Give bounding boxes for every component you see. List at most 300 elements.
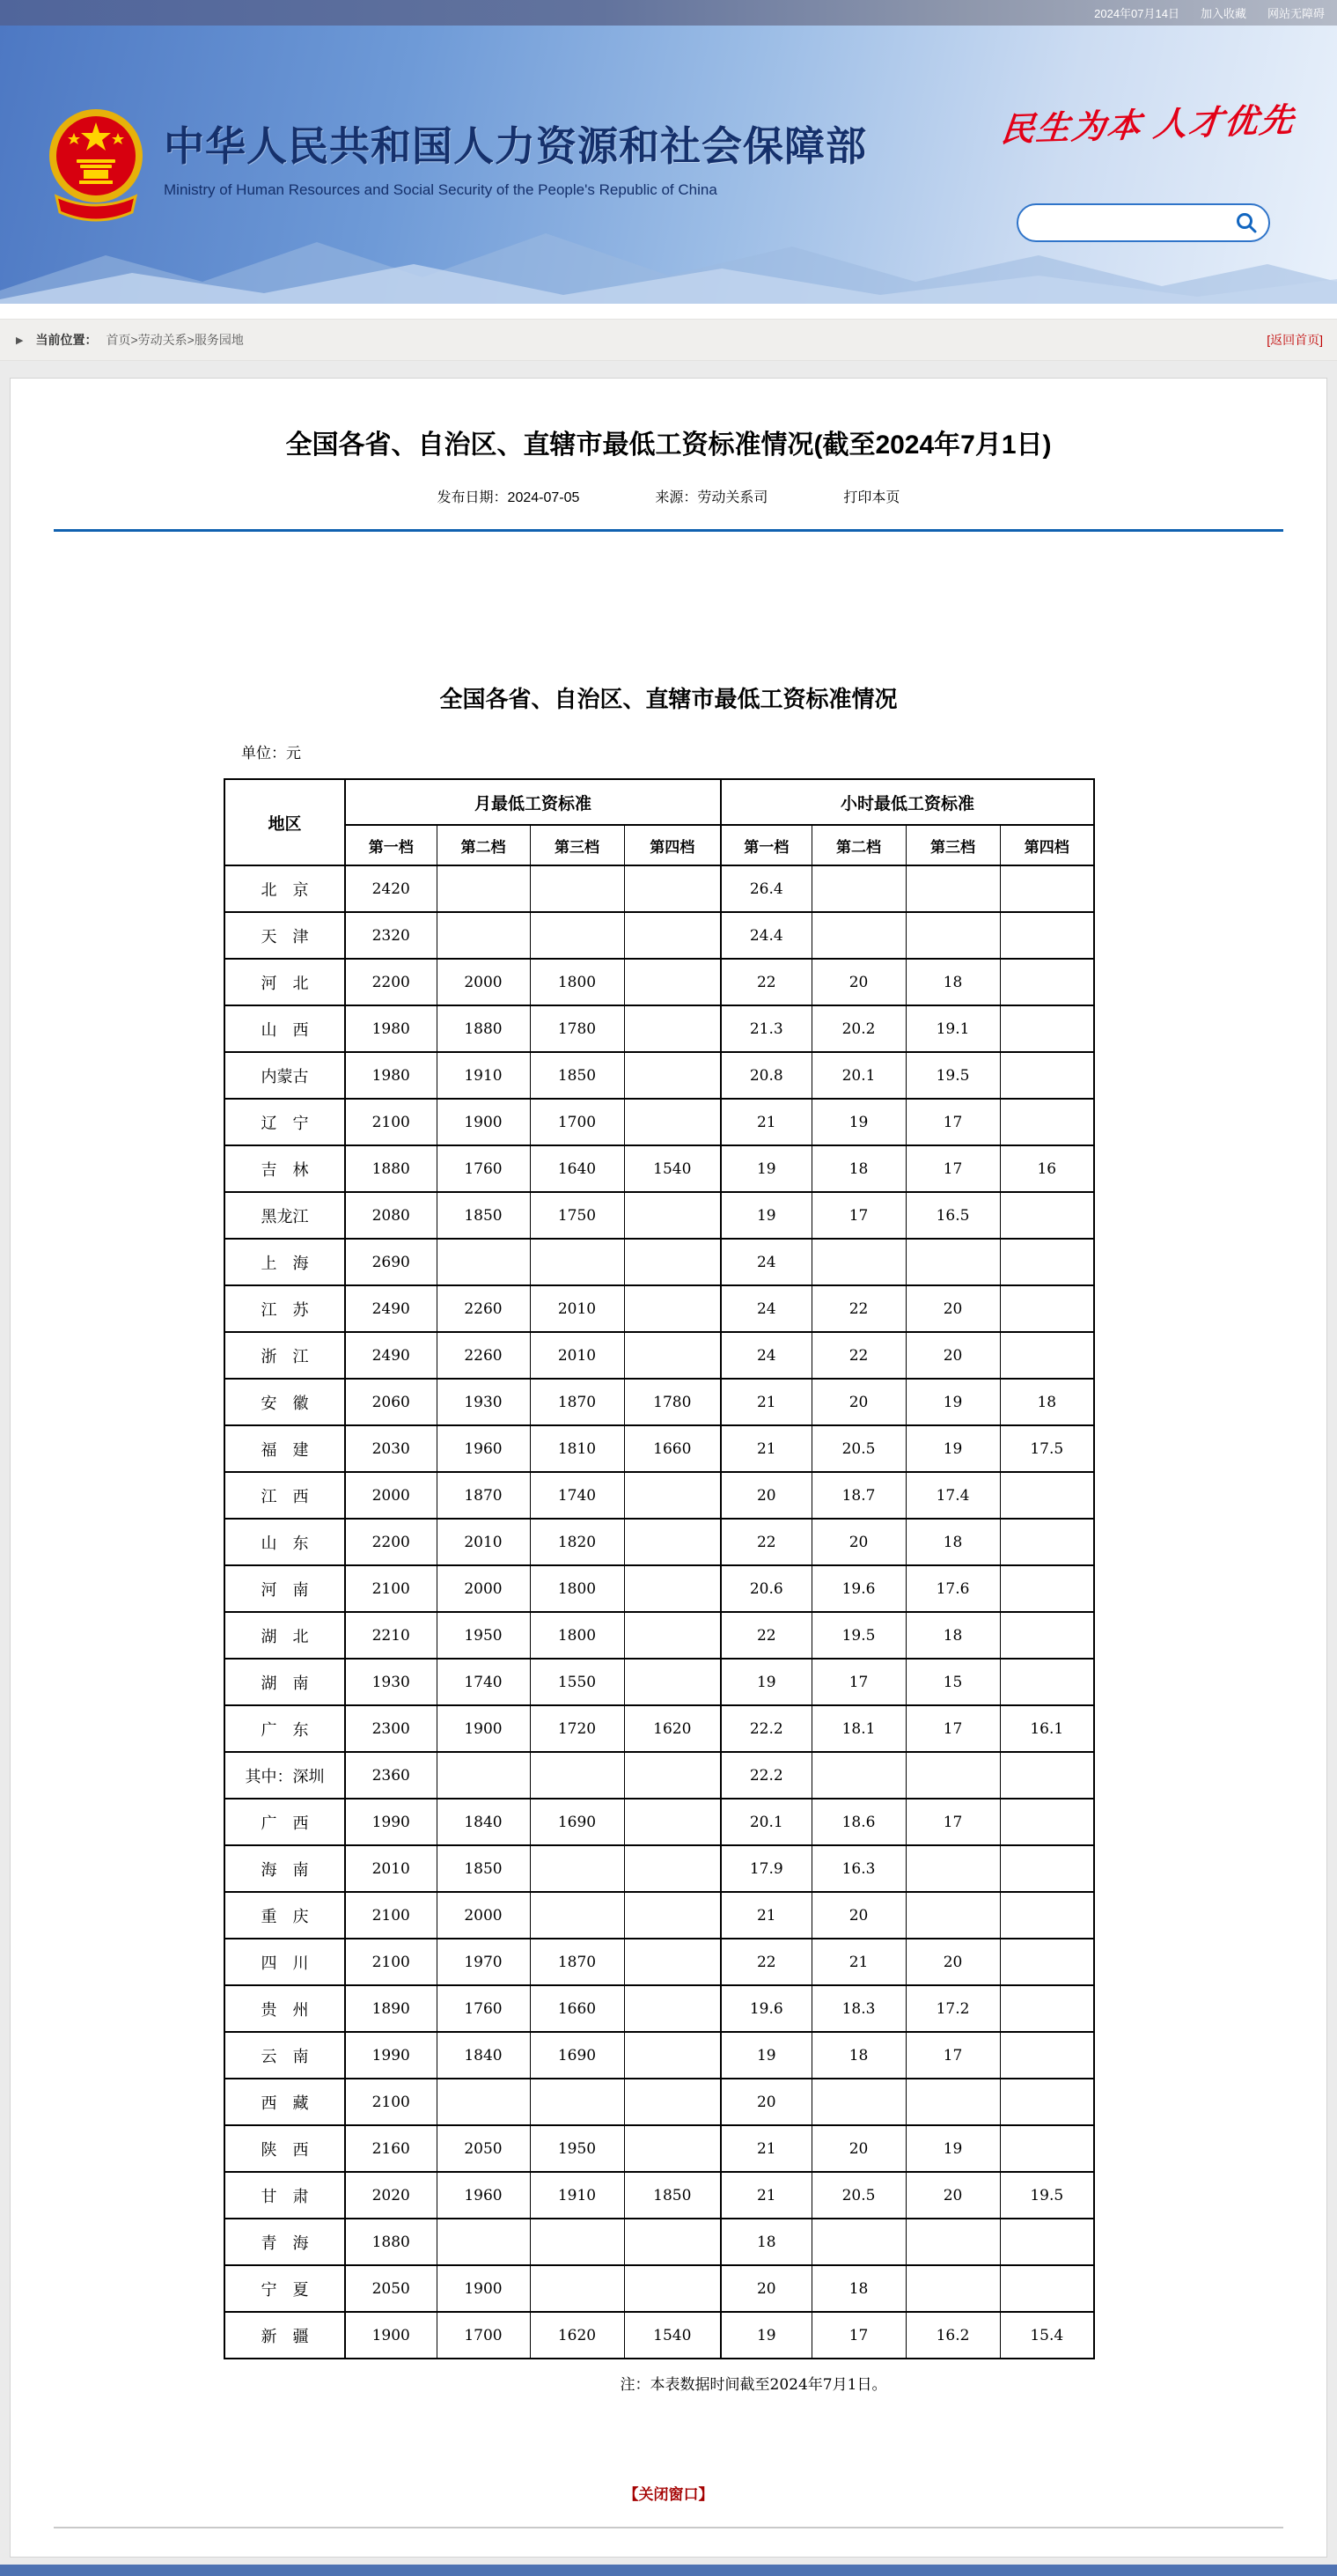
col-header-hourly: 小时最低工资标准: [721, 779, 1094, 825]
wage-cell: 2200: [345, 959, 437, 1005]
close-window-link[interactable]: 【关闭窗口】: [623, 2486, 714, 2503]
wage-cell: 20.5: [812, 1425, 906, 1472]
table-row: [224, 1659, 1094, 1705]
wage-cell: 20: [812, 959, 906, 1005]
wage-cell: [624, 1285, 721, 1332]
wage-cell: 1800: [530, 1612, 624, 1659]
wage-cell: [624, 959, 721, 1005]
wage-cell: 1870: [437, 1472, 530, 1519]
footer-bar: [0, 2565, 1337, 2576]
wage-cell: 19.1: [906, 1005, 1000, 1052]
region-cell: 江 苏: [224, 1285, 345, 1332]
wage-cell: 1690: [530, 1799, 624, 1845]
article-meta: [11, 486, 1326, 506]
wage-cell: [530, 912, 624, 959]
wage-cell: [812, 2219, 906, 2265]
wage-cell: 1620: [530, 2312, 624, 2359]
region-cell: 辽 宁: [224, 1099, 345, 1145]
accessibility-link[interactable]: 网站无障碍: [1267, 7, 1325, 20]
wage-cell: 17.9: [721, 1845, 812, 1892]
wage-cell: 15: [906, 1659, 1000, 1705]
table-row: [224, 1052, 1094, 1099]
wage-cell: 1850: [530, 1052, 624, 1099]
region-cell: 云 南: [224, 2032, 345, 2079]
wage-cell: [624, 865, 721, 912]
wage-cell: 17.6: [906, 1565, 1000, 1612]
wage-cell: 1870: [530, 1379, 624, 1425]
wage-cell: [624, 1752, 721, 1799]
wage-cell: 2260: [437, 1285, 530, 1332]
table-row: [224, 1799, 1094, 1845]
wage-cell: [624, 1659, 721, 1705]
col-header-monthly: 月最低工资标准: [345, 779, 721, 825]
table-title: 全国各省、自治区、直辖市最低工资标准情况: [439, 686, 898, 712]
region-cell: 陕 西: [224, 2125, 345, 2172]
wage-cell: 17: [812, 2312, 906, 2359]
wage-cell: 1750: [530, 1192, 624, 1239]
region-cell: 海 南: [224, 1845, 345, 1892]
slogan-calligraphy: 民生为本 人才优先: [999, 101, 1297, 150]
wage-cell: 1910: [437, 1052, 530, 1099]
wage-cell: 2000: [345, 1472, 437, 1519]
wage-cell: 21.3: [721, 1005, 812, 1052]
wage-cell: 24: [721, 1285, 812, 1332]
wage-table: [224, 778, 1095, 2359]
wage-cell: 16.1: [1000, 1705, 1094, 1752]
wage-cell: 1840: [437, 2032, 530, 2079]
search-icon[interactable]: [1235, 211, 1258, 234]
publish-date: 发布日期：2024-07-05: [437, 490, 580, 505]
wage-cell: 20: [721, 1472, 812, 1519]
wage-cell: 2690: [345, 1239, 437, 1285]
wage-cell: [1000, 1799, 1094, 1845]
wage-cell: 22: [812, 1285, 906, 1332]
wage-cell: 18.1: [812, 1705, 906, 1752]
wage-cell: 19: [721, 1192, 812, 1239]
wage-cell: 2360: [345, 1752, 437, 1799]
region-cell: 上 海: [224, 1239, 345, 1285]
banner-breadcrumb-gap: [0, 304, 1337, 319]
region-cell: 浙 江: [224, 1332, 345, 1379]
wage-cell: [624, 1332, 721, 1379]
wage-cell: 17: [906, 2032, 1000, 2079]
wage-cell: 17: [906, 1099, 1000, 1145]
wage-cell: [1000, 2032, 1094, 2079]
wage-cell: 24: [721, 1332, 812, 1379]
wage-cell: [1000, 1892, 1094, 1939]
region-cell: 广 东: [224, 1705, 345, 1752]
wage-cell: 2000: [437, 1892, 530, 1939]
wage-cell: 1990: [345, 2032, 437, 2079]
wage-cell: [1000, 1659, 1094, 1705]
wage-cell: 16: [1000, 1145, 1094, 1192]
wage-cell: [906, 2219, 1000, 2265]
wage-cell: 26.4: [721, 865, 812, 912]
wage-cell: 1980: [345, 1005, 437, 1052]
wage-cell: 1960: [437, 2172, 530, 2219]
wage-cell: [624, 1612, 721, 1659]
wage-cell: 20.2: [812, 1005, 906, 1052]
breadcrumb: [0, 319, 1337, 361]
wage-cell: 18: [906, 959, 1000, 1005]
wage-cell: 1810: [530, 1425, 624, 1472]
wage-cell: 2100: [345, 1099, 437, 1145]
wage-cell: 2010: [530, 1285, 624, 1332]
wage-cell: 2010: [345, 1845, 437, 1892]
table-row: [224, 1472, 1094, 1519]
wage-cell: [1000, 1005, 1094, 1052]
wage-cell: 21: [812, 1939, 906, 1985]
table-note: 注：本表数据时间截至2024年7月1日。: [620, 2376, 887, 2394]
wage-cell: 21: [721, 1425, 812, 1472]
wage-cell: [1000, 1239, 1094, 1285]
topbar-date: 2024年07月14日: [1094, 7, 1179, 20]
wage-cell: 22: [721, 1519, 812, 1565]
table-row: [224, 2079, 1094, 2125]
col-subheader-tier: 第一档: [721, 825, 812, 865]
table-row: [224, 1845, 1094, 1892]
wage-cell: [530, 1845, 624, 1892]
wage-cell: 2100: [345, 1892, 437, 1939]
article-title: 全国各省、自治区、直辖市最低工资标准情况(截至2024年7月1日): [285, 431, 1052, 460]
region-cell: 甘 肃: [224, 2172, 345, 2219]
region-cell: 安 徽: [224, 1379, 345, 1425]
wage-cell: 1820: [530, 1519, 624, 1565]
wage-cell: 17: [906, 1705, 1000, 1752]
table-row: [224, 1939, 1094, 1985]
wage-cell: 19: [721, 1145, 812, 1192]
wage-cell: 18: [812, 2032, 906, 2079]
wage-cell: [624, 1472, 721, 1519]
bottom-divider: [54, 2527, 1283, 2528]
col-subheader-tier: 第二档: [812, 825, 906, 865]
col-subheader-tier: 第四档: [1000, 825, 1094, 865]
wage-cell: [1000, 1472, 1094, 1519]
site-banner: [0, 26, 1337, 304]
region-cell: 内蒙古: [224, 1052, 345, 1099]
wage-cell: 17.5: [1000, 1425, 1094, 1472]
wage-cell: [1000, 1332, 1094, 1379]
wage-cell: 15.4: [1000, 2312, 1094, 2359]
wage-cell: 17.4: [906, 1472, 1000, 1519]
wage-cell: [1000, 1845, 1094, 1892]
wage-cell: 19.6: [721, 1985, 812, 2032]
title-divider: [54, 529, 1283, 532]
wage-cell: 1800: [530, 959, 624, 1005]
wage-cell: [624, 1565, 721, 1612]
col-subheader-tier: 第四档: [624, 825, 721, 865]
wage-cell: [906, 865, 1000, 912]
wage-cell: 18: [1000, 1379, 1094, 1425]
wage-cell: 1930: [345, 1659, 437, 1705]
wage-cell: 20: [812, 2125, 906, 2172]
wage-cell: [624, 2219, 721, 2265]
table-row: [224, 2265, 1094, 2312]
wage-cell: [530, 865, 624, 912]
region-cell: 广 西: [224, 1799, 345, 1845]
wage-cell: 2010: [437, 1519, 530, 1565]
wage-cell: [1000, 1052, 1094, 1099]
wage-cell: 1540: [624, 1145, 721, 1192]
table-row: [224, 912, 1094, 959]
wage-cell: 1660: [624, 1425, 721, 1472]
wage-cell: [906, 1892, 1000, 1939]
wage-cell: 2080: [345, 1192, 437, 1239]
wage-cell: 18.7: [812, 1472, 906, 1519]
wage-cell: 20: [906, 1285, 1000, 1332]
table-row: [224, 1985, 1094, 2032]
search-box: [1017, 203, 1270, 242]
wage-cell: 22.2: [721, 1705, 812, 1752]
region-cell: 重 庆: [224, 1892, 345, 1939]
breadcrumb-path[interactable]: 首页>劳动关系>服务园地: [106, 333, 244, 347]
wage-cell: [624, 1192, 721, 1239]
wage-cell: [1000, 2125, 1094, 2172]
wage-cell: 2010: [530, 1332, 624, 1379]
wage-cell: 2000: [437, 959, 530, 1005]
wage-cell: 17: [906, 1799, 1000, 1845]
region-cell: 河 南: [224, 1565, 345, 1612]
wage-cell: 2100: [345, 2079, 437, 2125]
wage-cell: 20: [906, 1332, 1000, 1379]
wage-cell: 2300: [345, 1705, 437, 1752]
wage-cell: 2490: [345, 1285, 437, 1332]
wage-cell: [1000, 1939, 1094, 1985]
col-subheader-tier: 第一档: [345, 825, 437, 865]
unit-label: 单位：元: [241, 745, 301, 762]
arrow-icon: ▶: [16, 335, 24, 346]
search-input[interactable]: [1018, 205, 1235, 240]
table-row: [224, 1332, 1094, 1379]
table-row: [224, 1565, 1094, 1612]
col-header-region: 地区: [224, 779, 345, 865]
wage-cell: 19: [906, 1379, 1000, 1425]
wage-cell: [812, 912, 906, 959]
wage-cell: [437, 1752, 530, 1799]
wage-cell: 1970: [437, 1939, 530, 1985]
wage-cell: 18: [906, 1612, 1000, 1659]
region-cell: 新 疆: [224, 2312, 345, 2359]
wage-cell: 1950: [437, 1612, 530, 1659]
wage-cell: 20.8: [721, 1052, 812, 1099]
wage-cell: 18: [812, 1145, 906, 1192]
wage-cell: 1700: [530, 1099, 624, 1145]
wage-cell: 2260: [437, 1332, 530, 1379]
wage-cell: 24.4: [721, 912, 812, 959]
wage-cell: [1000, 959, 1094, 1005]
wage-cell: 1900: [437, 1099, 530, 1145]
region-cell: 吉 林: [224, 1145, 345, 1192]
table-row: [224, 2125, 1094, 2172]
wage-cell: [530, 2079, 624, 2125]
wage-cell: [1000, 1099, 1094, 1145]
wage-cell: 1880: [345, 1145, 437, 1192]
wage-cell: 20.6: [721, 1565, 812, 1612]
region-cell: 其中：深圳: [224, 1752, 345, 1799]
wage-cell: 19.5: [906, 1052, 1000, 1099]
wage-cell: 21: [721, 2172, 812, 2219]
region-cell: 江 西: [224, 1472, 345, 1519]
wage-cell: [1000, 2079, 1094, 2125]
wage-cell: [1000, 1752, 1094, 1799]
wage-cell: [624, 1845, 721, 1892]
wage-cell: 1660: [530, 1985, 624, 2032]
wage-cell: [624, 2265, 721, 2312]
wage-cell: 1870: [530, 1939, 624, 1985]
wage-cell: 1780: [530, 1005, 624, 1052]
wage-cell: 19.5: [812, 1612, 906, 1659]
wage-cell: 1690: [530, 2032, 624, 2079]
wage-cell: 1540: [624, 2312, 721, 2359]
wage-cell: 20: [721, 2079, 812, 2125]
wage-cell: 1900: [345, 2312, 437, 2359]
wage-cell: [812, 865, 906, 912]
wage-cell: 21: [721, 1379, 812, 1425]
wage-cell: [1000, 1285, 1094, 1332]
wage-cell: [530, 1752, 624, 1799]
wage-cell: 19: [906, 1425, 1000, 1472]
wage-cell: 22: [721, 1612, 812, 1659]
region-cell: 西 藏: [224, 2079, 345, 2125]
wage-cell: [530, 2265, 624, 2312]
region-cell: 山 东: [224, 1519, 345, 1565]
wage-cell: [906, 1752, 1000, 1799]
content-card: [10, 378, 1327, 2558]
wage-cell: 2020: [345, 2172, 437, 2219]
region-cell: 山 西: [224, 1005, 345, 1052]
wage-cell: 2320: [345, 912, 437, 959]
wage-cell: 1850: [437, 1845, 530, 1892]
region-cell: 天 津: [224, 912, 345, 959]
wage-cell: [1000, 1519, 1094, 1565]
region-cell: 福 建: [224, 1425, 345, 1472]
wage-cell: [437, 1239, 530, 1285]
wage-cell: 20: [721, 2265, 812, 2312]
return-home-link[interactable]: [返回首页]: [1267, 333, 1323, 347]
wage-cell: [437, 912, 530, 959]
wage-cell: 1850: [437, 1192, 530, 1239]
wage-cell: 19: [721, 2312, 812, 2359]
national-emblem-icon: [48, 101, 144, 235]
table-row: [224, 2172, 1094, 2219]
wage-cell: [624, 1099, 721, 1145]
wage-cell: 18: [721, 2219, 812, 2265]
site-titles: [164, 124, 867, 199]
wage-cell: [906, 1239, 1000, 1285]
wage-cell: 2100: [345, 1565, 437, 1612]
wage-cell: [530, 1892, 624, 1939]
wage-cell: 18: [906, 1519, 1000, 1565]
table-row: [224, 1099, 1094, 1145]
wage-cell: [812, 1752, 906, 1799]
col-subheader-tier: 第三档: [906, 825, 1000, 865]
wage-cell: [624, 2125, 721, 2172]
wage-cell: 19: [721, 2032, 812, 2079]
wage-cell: 2000: [437, 1565, 530, 1612]
topbar: [0, 0, 1337, 26]
wage-cell: 19: [906, 2125, 1000, 2172]
wage-cell: [812, 2079, 906, 2125]
wage-cell: [906, 1845, 1000, 1892]
wage-cell: 22: [812, 1332, 906, 1379]
region-cell: 湖 北: [224, 1612, 345, 1659]
table-row: [224, 1005, 1094, 1052]
wage-cell: 17: [906, 1145, 1000, 1192]
wage-cell: 22: [721, 1939, 812, 1985]
wage-cell: 2100: [345, 1939, 437, 1985]
wage-cell: 1800: [530, 1565, 624, 1612]
wage-cell: [624, 1239, 721, 1285]
add-favorite-link[interactable]: 加入收藏: [1200, 7, 1246, 20]
table-row: [224, 1705, 1094, 1752]
wage-cell: 22: [721, 959, 812, 1005]
wage-cell: 1720: [530, 1705, 624, 1752]
wage-cell: 24: [721, 1239, 812, 1285]
table-row: [224, 1519, 1094, 1565]
table-row: [224, 1285, 1094, 1332]
wage-cell: 17: [812, 1192, 906, 1239]
wage-cell: [624, 1799, 721, 1845]
wage-cell: [1000, 1192, 1094, 1239]
region-cell: 北 京: [224, 865, 345, 912]
print-page-link[interactable]: 打印本页: [843, 490, 900, 505]
wage-cell: [906, 912, 1000, 959]
wage-cell: [1000, 1612, 1094, 1659]
wage-cell: 2210: [345, 1612, 437, 1659]
wage-cell: 1620: [624, 1705, 721, 1752]
wage-cell: 20: [812, 1519, 906, 1565]
table-row: [224, 2312, 1094, 2359]
wage-cell: 20.1: [721, 1799, 812, 1845]
table-row: [224, 1192, 1094, 1239]
wage-cell: [906, 2079, 1000, 2125]
wage-cell: 1550: [530, 1659, 624, 1705]
wage-cell: 1700: [437, 2312, 530, 2359]
region-cell: 四 川: [224, 1939, 345, 1985]
wage-cell: 2030: [345, 1425, 437, 1472]
table-row: [224, 1379, 1094, 1425]
main-region: [0, 361, 1337, 2576]
wage-cell: 16.2: [906, 2312, 1000, 2359]
wage-cell: 2160: [345, 2125, 437, 2172]
wage-cell: [1000, 2265, 1094, 2312]
wage-cell: 1740: [437, 1659, 530, 1705]
wage-cell: 21: [721, 1892, 812, 1939]
col-subheader-tier: 第二档: [437, 825, 530, 865]
region-cell: 黑龙江: [224, 1192, 345, 1239]
wage-cell: 1740: [530, 1472, 624, 1519]
wage-cell: 2200: [345, 1519, 437, 1565]
table-row: [224, 1892, 1094, 1939]
source: 来源：劳动关系司: [655, 490, 768, 505]
wage-cell: 1910: [530, 2172, 624, 2219]
wage-cell: [1000, 2219, 1094, 2265]
wage-cell: 1950: [530, 2125, 624, 2172]
wage-cell: 1880: [345, 2219, 437, 2265]
wage-cell: [624, 1939, 721, 1985]
wage-cell: 1880: [437, 1005, 530, 1052]
wage-cell: [624, 2079, 721, 2125]
region-cell: 河 北: [224, 959, 345, 1005]
wage-cell: 1930: [437, 1379, 530, 1425]
site-title-en: Ministry of Human Resources and Social Security of the People's Republic of China: [164, 180, 717, 198]
wage-cell: 16.5: [906, 1192, 1000, 1239]
wage-cell: 1640: [530, 1145, 624, 1192]
region-cell: 湖 南: [224, 1659, 345, 1705]
wage-cell: [624, 1005, 721, 1052]
wage-cell: 21: [721, 1099, 812, 1145]
table-row: [224, 865, 1094, 912]
